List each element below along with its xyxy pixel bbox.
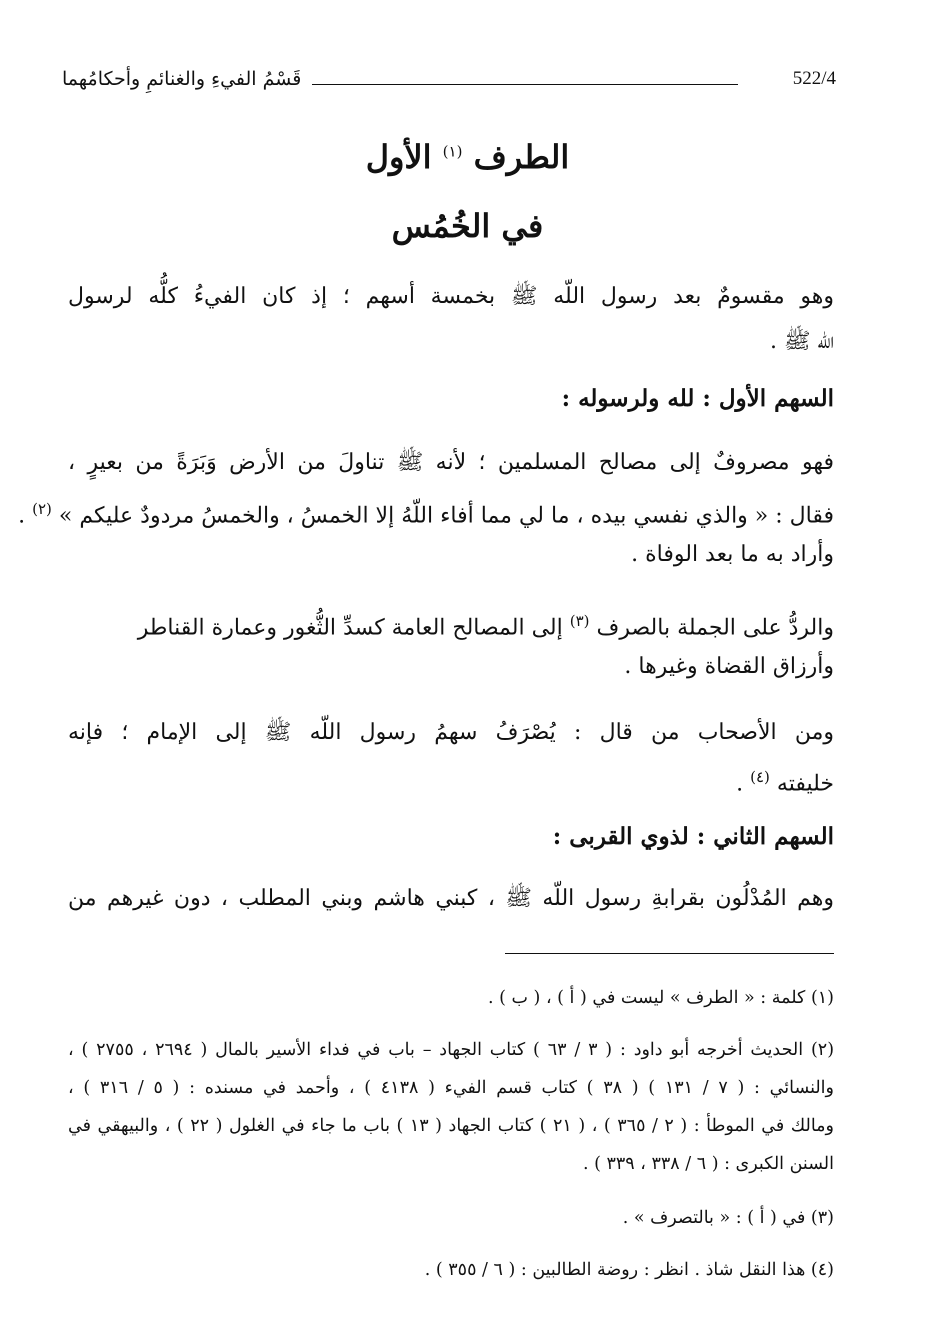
footnote-ref-3: (٣)	[569, 612, 590, 630]
paragraph-1-line-2: اللّه ﷺ .	[770, 329, 834, 354]
share-1-heading: السهم الأول : لله ولرسوله :	[561, 385, 834, 412]
sentence-end: .	[736, 771, 744, 797]
part-heading	[0, 138, 935, 176]
footnote-2-line-2: والنسائي : ( ٧ / ١٣١ ) ( ٣٨ ) كتاب قسم الفيء ( ٤١٣٨ ) ، وأحمد في مسنده : ( ٥ / ٣١٦ ) ،	[68, 1078, 834, 1098]
sentence-end: .	[18, 503, 26, 529]
footnote-2-line-4: السنن الكبرى : ( ٦ / ٣٣٨ ، ٣٣٩ ) .	[582, 1154, 834, 1174]
paragraph-2-line-3: وأراد به ما بعد الوفاة .	[631, 542, 834, 567]
paragraph-4-line-1: ومن الأصحاب من قال : يُصْرَفُ سهمُ رسول اللّه ﷺ إلى الإمام ؛ فإنه	[68, 720, 834, 745]
footnote-2-line-3: ومالك في الموطأ : ( ٢ / ٣٦٥ ) ، ( ٢١ ) كتاب الجهاد ( ١٣ ) باب ما جاء في الغلول ( ٢٢ ) ، والبيهقي في	[68, 1116, 834, 1136]
paragraph-3-line-1	[68, 606, 834, 643]
running-header-title: قَسْمُ الفيءِ والغنائمِ وأحكامُهما	[62, 68, 302, 90]
paragraph-2-line-2	[18, 494, 834, 531]
paragraph-1-line-1: وهو مقسومٌ بعد رسول اللّه ﷺ بخمسة أسهم ؛ إذ كان الفيءُ كلُّه لرسول	[68, 284, 834, 309]
hadith-quote: فقال : « والذي نفسي بيده ، ما لي مما أفاء اللّهُ إلا الخمسُ ، والخمسُ مردودٌ عليكم »	[58, 503, 834, 529]
paragraph-5-line-1: وهم المُدْلُون بقرابةِ رسول اللّه ﷺ ، كبني هاشم وبني المطلب ، دون غيرهم من	[68, 886, 834, 911]
header-rule	[312, 84, 738, 85]
paragraph-4-text: خليفته	[776, 771, 834, 797]
page-number: 522/4	[792, 68, 836, 89]
paragraph-4-line-2	[68, 762, 834, 799]
paragraph-3-text-a: والردُّ على الجملة بالصرف	[596, 615, 834, 641]
footnote-separator	[505, 953, 834, 954]
footnote-ref-4: (٤)	[750, 768, 770, 786]
section-heading: في الخُمُس	[391, 207, 544, 245]
footnote-ref-2: (٢)	[32, 500, 52, 518]
footnote-4: (٤) هذا النقل شاذ . انظر : روضة الطالبين : ( ٦ / ٣٥٥ ) .	[424, 1260, 834, 1280]
part-heading-footnote-ref: (١)	[442, 142, 463, 161]
footnote-1: (١) كلمة : « الطرف » ليست في ( أ ) ، ( ب ) .	[488, 988, 834, 1008]
share-2-heading: السهم الثاني : لذوي القربى :	[552, 823, 834, 850]
part-heading-ordinal: الأول	[365, 138, 432, 176]
footnote-3: (٣) في ( أ ) : « بالتصرف » .	[622, 1208, 834, 1228]
paragraph-3-line-2: وأرزاق القضاة وغيرها .	[624, 654, 834, 679]
part-heading-word: الطرف	[473, 138, 570, 176]
paragraph-2-line-1: فهو مصروفٌ إلى مصالح المسلمين ؛ لأنه ﷺ تناولَ من الأرض وَبَرَةً من بعيرٍ ،	[68, 450, 834, 475]
footnote-2-line-1: (٢) الحديث أخرجه أبو داود : ( ٣ / ٦٣ ) كتاب الجهاد – باب في فداء الأسير بالمال ( ٢٦٩٤ ، ٢٧٥٥ ) ،	[68, 1040, 835, 1060]
paragraph-3-text-b: إلى المصالح العامة كسدِّ الثُّغور وعمارة القناطر	[137, 615, 563, 641]
running-header	[62, 66, 838, 100]
